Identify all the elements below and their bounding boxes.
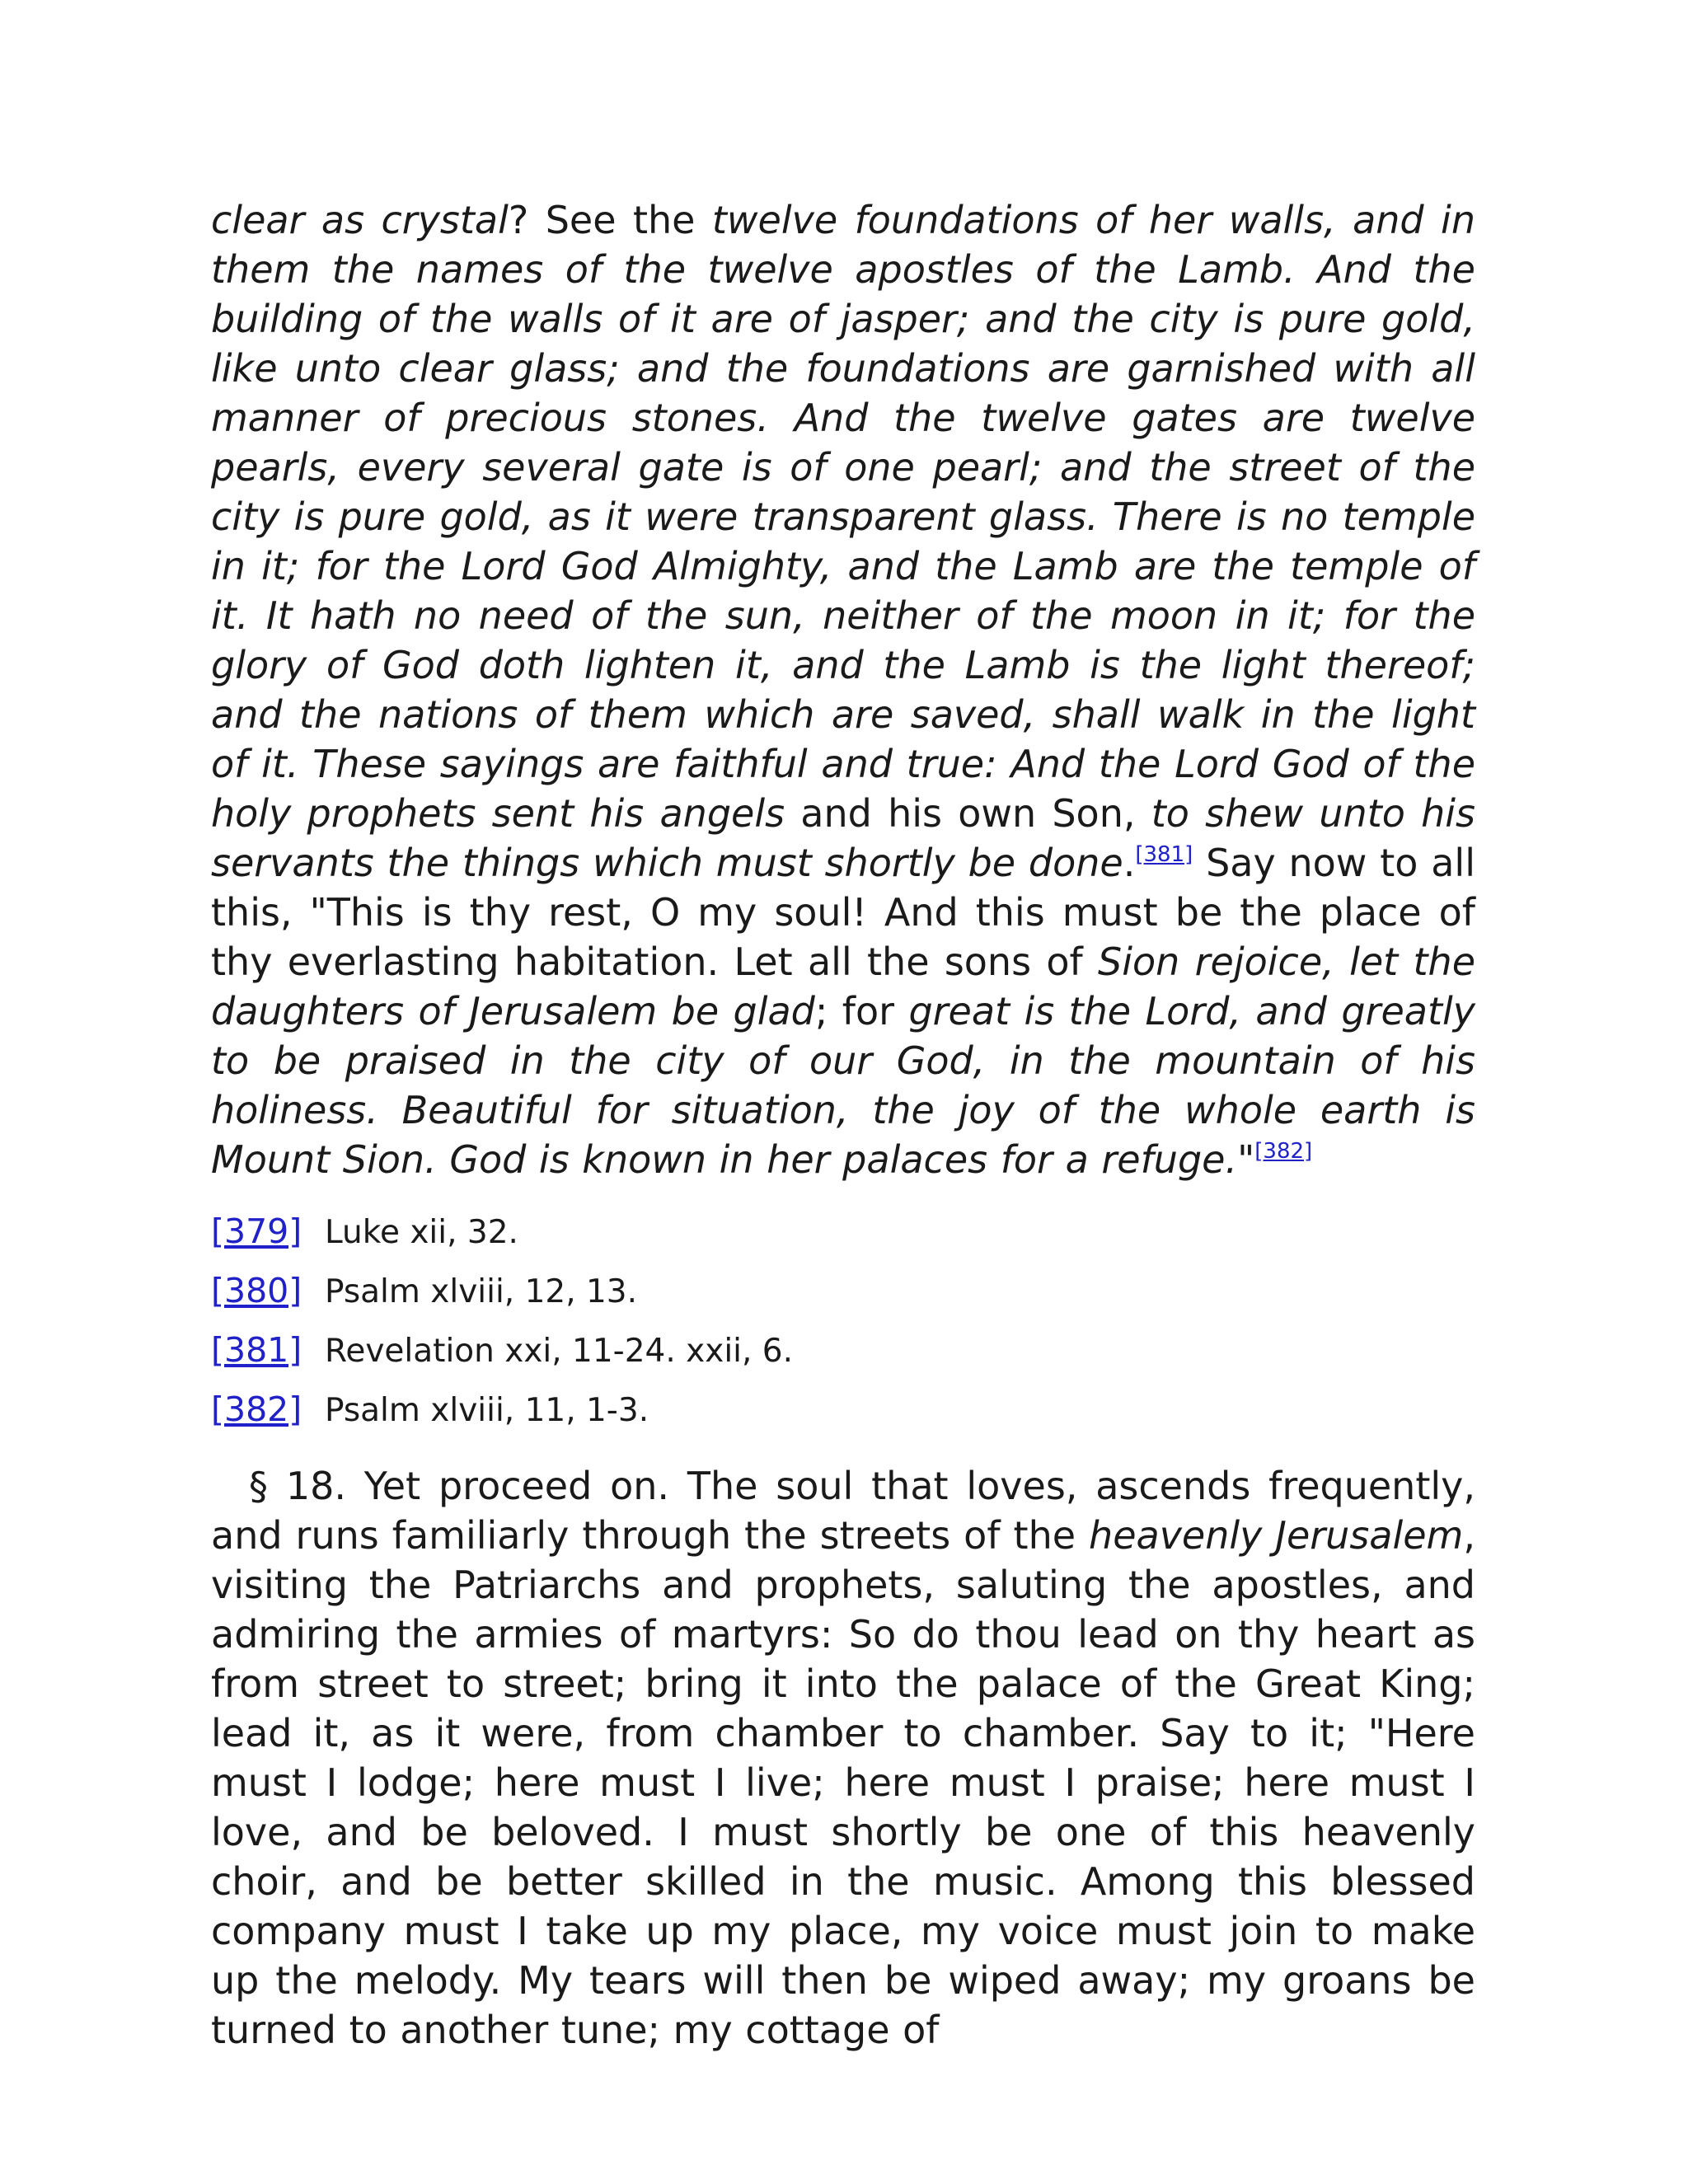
footnote-number (211, 1262, 325, 1320)
text: and his own Son, (785, 791, 1151, 836)
text: . (1123, 841, 1136, 885)
footnote-link-382[interactable]: [382] (1254, 1139, 1313, 1164)
footnote-number (211, 1321, 325, 1380)
footnote-backlink-381[interactable]: [381] (211, 1330, 302, 1370)
text: " (1237, 1137, 1255, 1182)
footnote-text: Luke xii, 32. (325, 1214, 518, 1251)
text: , visiting the Patriarchs and prophets, saluting the apostles, and admiring the armies of martyrs: So do thou lead on thy heart as from street to street; bring it into the palace of the Great King; lead it, as it were, from chamber to chamber. Say to it; "Here must I lodge; here must I live; here must I praise; here must I love, and be beloved. I must shortly be one of this heavenly choir, and be better skilled in the music. Among this blessed company must I take up my place, my voice must join to make up the melody. My tears will then be wiped away; my groans be turned to another tune; my cottage of (211, 1513, 1475, 2052)
text: ? See the (508, 198, 712, 242)
footnotes (211, 1202, 1475, 1440)
footnote-item (211, 1202, 1475, 1262)
italic-text: to shew unto his servants the things which must shortly be done (211, 791, 1475, 885)
text: ; for (814, 989, 909, 1033)
footnote-text: Psalm xlviii, 11, 1-3. (325, 1392, 649, 1429)
italic-text: clear as crystal (211, 198, 509, 242)
footnote-item (211, 1380, 1475, 1440)
footnote-item (211, 1321, 1475, 1380)
text: Say now to all this, "This is thy rest, O my soul! And this must be the place of thy everlasting habitation. Let all the sons of (211, 841, 1475, 984)
italic-text: twelve foundations of her walls, and in them the names of the twelve apostles of the Lamb. And the building of the walls of it are of jasper; and the city is pure gold, like unto clear glass; and the foundations are garnished with all manner of precious stones. And the twelve gates are twelve pearls, every several gate is of one pearl; and the street of the city is pure gold, as it were transparent glass. There is no temple in it; for the Lord God Almighty, and the Lamb are the temple of it. It hath no need of the sun, neither of the moon in it; for the glory of God doth lighten it, and the Lamb is the light thereof; and the nations of them which are saved, shall walk in the light of it. These sayings are faithful and true: And the Lord God of the holy prophets sent his angels (211, 198, 1475, 836)
footnote-item (211, 1262, 1475, 1321)
page-content (211, 195, 1475, 2055)
italic-text: heavenly Jerusalem (1089, 1513, 1464, 1558)
paragraph-continued (211, 195, 1475, 1184)
paragraph-section-18 (211, 1461, 1475, 2055)
italic-text: great is the Lord, and greatly to be praised in the city of our God, in the mountain of his holiness. Beautiful for situation, the joy of the whole earth is Mount Sion. God is known in her palaces for a refuge. (211, 989, 1475, 1182)
footnote-backlink-382[interactable]: [382] (211, 1390, 302, 1429)
footnote-text: Revelation xxi, 11-24. xxii, 6. (325, 1333, 793, 1370)
footnote-link-381[interactable]: [381] (1135, 842, 1193, 867)
footnote-backlink-379[interactable]: [379] (211, 1212, 302, 1251)
footnote-ref-382 (1254, 1139, 1312, 1164)
footnote-number (211, 1380, 325, 1439)
italic-text: Sion rejoice, let the daughters of Jerusalem be glad (211, 940, 1475, 1033)
footnote-number (211, 1202, 325, 1261)
footnote-backlink-380[interactable]: [380] (211, 1271, 302, 1310)
text: § 18. Yet proceed on. The soul that loves, ascends frequently, and runs familiarly through the streets of the (211, 1464, 1475, 1558)
footnote-ref-381 (1135, 842, 1193, 867)
footnote-text: Psalm xlviii, 12, 13. (325, 1273, 638, 1310)
